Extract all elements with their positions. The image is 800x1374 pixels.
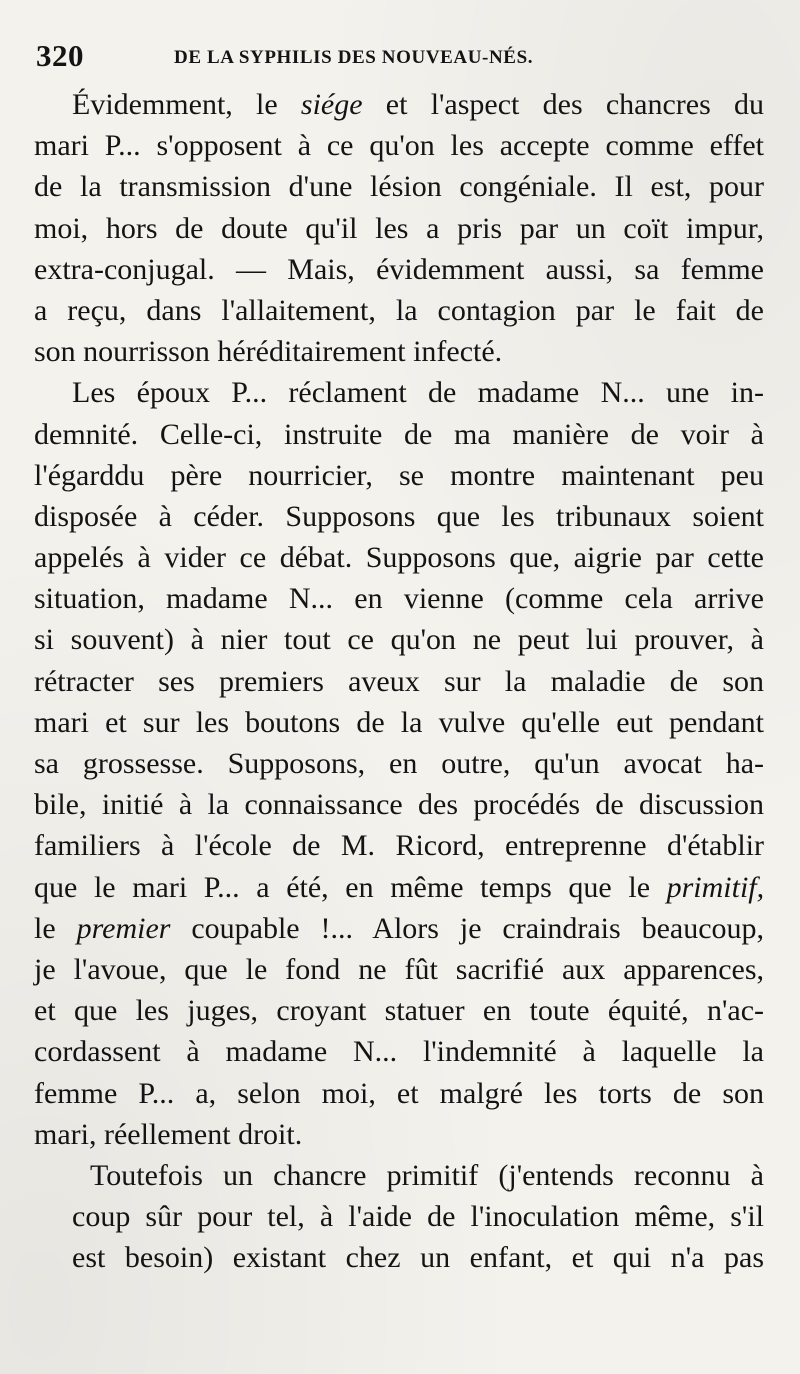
text-line: l'égarddu père nourricier, se montre maintenant peu: [34, 458, 764, 492]
text-line: Les époux P... réclament de madame N... une in-: [72, 376, 764, 410]
text-line: cordassent à madame N... l'indemnité à laquelle la: [34, 1035, 764, 1069]
text-line: je l'avoue, que le fond ne fût sacrifié aux apparences,: [34, 952, 764, 986]
text-line: rétracter ses premiers aveux sur la maladie de son: [34, 664, 764, 698]
running-head: [36, 38, 776, 82]
text-line: mari P... s'opposent à ce qu'on les accepte comme effet: [34, 129, 764, 163]
text-line: familiers à l'école de M. Ricord, entreprenne d'établir: [34, 829, 764, 863]
text-line: Évidemment, le siége et l'aspect des chancres du: [72, 88, 765, 121]
text-line: est besoin) existant chez un enfant, et qui n'a pas: [72, 1241, 764, 1275]
text-line: de la transmission d'une lésion congéniale. Il est, pour: [34, 170, 764, 204]
text-line: et que les juges, croyant statuer en toute équité, n'ac-: [34, 994, 764, 1028]
text-line: son nourrisson héréditairement infecté.: [34, 335, 503, 369]
text-line: coup sûr pour tel, à l'aide de l'inoculation même, s'il: [72, 1200, 764, 1234]
page-number: 320: [36, 38, 84, 73]
text-line: extra-conjugal. — Mais, évidemment aussi, sa femme: [34, 252, 764, 286]
text-line: a reçu, dans l'allaitement, la contagion par le fait de: [34, 293, 764, 327]
body-text: [34, 84, 764, 1278]
text-line: le premier coupable !... Alors je craindrais beaucoup,: [34, 911, 765, 945]
text-line: disposée à céder. Supposons que les tribunaux soient: [34, 499, 764, 533]
paragraph-1: [34, 84, 764, 372]
text-line: mari et sur les boutons de la vulve qu'elle eut pendant: [34, 705, 764, 739]
text-line: situation, madame N... en vienne (comme cela arrive: [34, 582, 764, 616]
text-line: si souvent) à nier tout ce qu'on ne peut lui prouver, à: [34, 623, 764, 657]
text-line: sa grossesse. Supposons, en outre, qu'un avocat ha-: [34, 747, 764, 780]
text-line: demnité. Celle-ci, instruite de ma manière de voir à: [34, 417, 764, 451]
paragraph-2: [34, 372, 764, 1155]
text-line: Toutefois un chancre primitif (j'entends reconnu à: [90, 1158, 764, 1192]
text-line: bile, initié à la connaissance des procédés de discussion: [34, 788, 764, 822]
text-line: appelés à vider ce débat. Supposons que, aigrie par cette: [34, 541, 764, 575]
text-line: femme P... a, selon moi, et malgré les torts de son: [34, 1076, 764, 1110]
paragraph-3: [34, 1155, 764, 1279]
text-line: que le mari P... a été, en même temps que le primitif,: [34, 870, 765, 904]
running-title: DE LA SYPHILIS DES NOUVEAU-NÉS.: [174, 47, 534, 68]
text-line: mari, réellement droit.: [34, 1117, 303, 1151]
text-line: moi, hors de doute qu'il les a pris par un coït impur,: [34, 211, 764, 245]
